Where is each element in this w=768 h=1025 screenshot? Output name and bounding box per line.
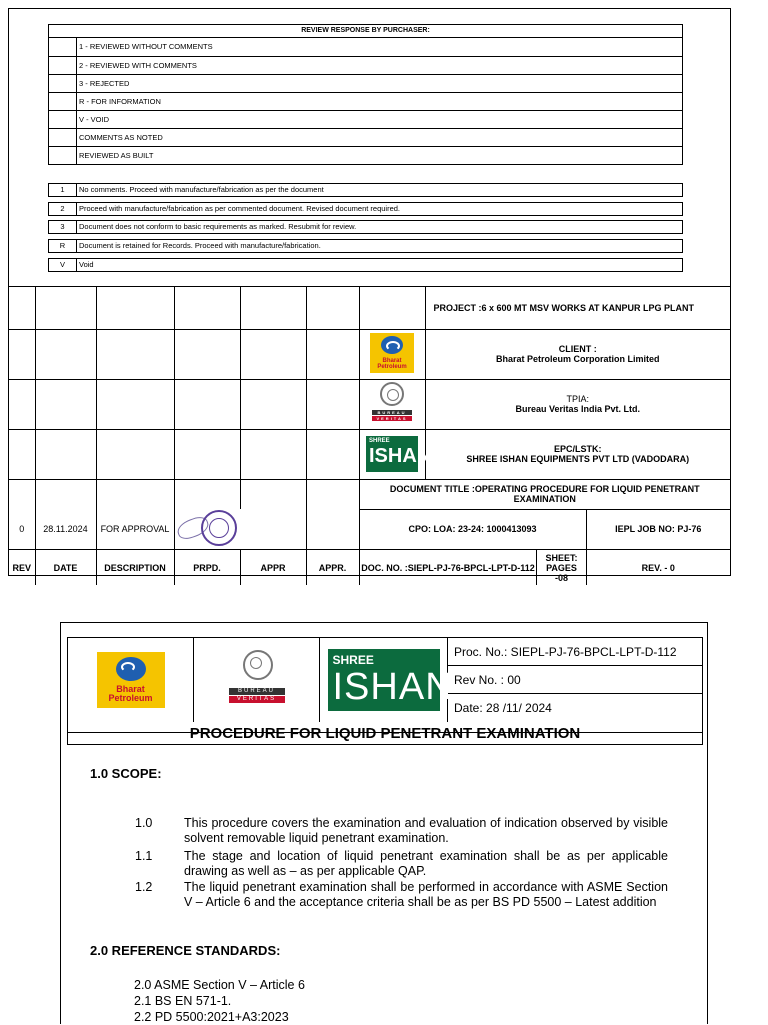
client-info — [425, 329, 730, 379]
bpcl-logo-icon: Bharat Petroleum — [370, 333, 414, 373]
tpia-name: Bureau Veritas India Pvt. Ltd. — [515, 404, 641, 414]
scope-item-number: 1.1 — [135, 849, 153, 863]
review-option: R - FOR INFORMATION — [49, 92, 682, 110]
tpia-info — [425, 379, 730, 429]
bureau-veritas-logo-icon: BUREAU VERITAS — [227, 650, 287, 710]
doc-number: DOC. NO. :SIEPL-PJ-76-BPCL-LPT-D-112 — [360, 550, 538, 585]
review-response-box — [9, 9, 730, 287]
review-option: 1 - REVIEWED WITHOUT COMMENTS — [49, 38, 682, 56]
scope-item-text: The liquid penetrant examination shall be performed in accordance with ASME Section V – Article 6 and the acceptance criteria shall be as per BS PD 5500 – Latest addition — [184, 880, 668, 909]
scope-item-text: The stage and location of liquid penetrant examination shall be as per applicable drawing as well as – as per applicable QAP. — [184, 849, 668, 878]
epc-name: SHREE ISHAN EQUIPMENTS PVT LTD (VADODARA) — [466, 454, 690, 464]
bpcl-logo-icon: Bharat Petroleum — [97, 652, 165, 708]
rev-number: REV. - 0 — [586, 550, 730, 586]
header-rev: REV — [9, 550, 35, 586]
project-name: PROJECT :6 x 600 MT MSV WORKS AT KANPUR LPG PLANT — [425, 287, 730, 329]
approval-stamp-icon — [175, 509, 255, 547]
client-name: Bharat Petroleum Corporation Limited — [495, 354, 660, 364]
bv-logo-cell — [194, 638, 320, 722]
header-prpd: PRPD. — [174, 550, 240, 586]
epc-info — [425, 429, 730, 479]
rev-value: 0 — [9, 509, 35, 550]
epc-label: EPC/LSTK: — [553, 444, 602, 454]
review-response-title: REVIEW RESPONSE BY PURCHASER: — [48, 24, 683, 38]
review-option: 2 - REVIEWED WITH COMMENTS — [49, 56, 682, 74]
procedure-header — [67, 637, 703, 733]
review-code-row: R Document is retained for Records. Proceed with manufacture/fabrication. — [48, 239, 683, 253]
procedure-title: PROCEDURE FOR LIQUID PENETRANT EXAMINATION — [67, 723, 703, 745]
review-option: V - VOID — [49, 110, 682, 128]
procedure-date: Date: 28 /11/ 2024 — [454, 701, 552, 715]
header-appr: APPR — [240, 550, 306, 586]
bureau-veritas-logo-icon: BUREAU VERITAS — [370, 382, 414, 424]
reference-standards-heading: 2.0 REFERENCE STANDARDS: — [90, 943, 281, 958]
description-value: FOR APPROVAL — [96, 509, 174, 550]
reference-standard-item: 2.2 PD 5500:2021+A3:2023 — [134, 1010, 289, 1024]
procedure-info — [448, 638, 702, 722]
shree-ishan-logo-icon: SHREE ISHAN — [366, 436, 418, 472]
approval-stamp-cell — [174, 509, 306, 550]
tpia-logo-cell — [359, 379, 425, 429]
reference-standard-item: 2.0 ASME Section V – Article 6 — [134, 978, 305, 992]
client-logo-cell — [359, 329, 425, 379]
review-option: 3 - REJECTED — [49, 74, 682, 92]
bpcl-logo-cell — [68, 638, 194, 722]
job-number: IEPL JOB NO: PJ-76 — [586, 509, 730, 550]
review-code-row: 1 No comments. Proceed with manufacture/fabrication as per the document — [48, 183, 683, 197]
title-block-table — [9, 287, 730, 585]
procedure-page — [60, 622, 708, 1024]
scope-item-number: 1.0 — [135, 816, 153, 830]
scope-item-text: This procedure covers the examination and evaluation of indication observed by visible solvent removable liquid penetrant examination. — [184, 816, 668, 845]
document-title: DOCUMENT TITLE :OPERATING PROCEDURE FOR LIQUID PENETRANT EXAMINATION — [359, 479, 730, 509]
reference-standard-item: 2.1 BS EN 571-1. — [134, 994, 232, 1008]
cover-sheet — [8, 8, 731, 583]
doc-number-sheet-cell — [359, 550, 586, 586]
date-value: 28.11.2024 — [35, 509, 96, 550]
review-option: COMMENTS AS NOTED — [49, 128, 682, 146]
epc-logo-cell — [359, 429, 432, 479]
review-code-row: 2 Proceed with manufacture/fabrication as per commented document. Revised document required. — [48, 202, 683, 216]
review-option: REVIEWED AS BUILT — [49, 146, 682, 164]
cpo-number: CPO: LOA: 23-24: 1000413093 — [359, 509, 586, 550]
shree-ishan-logo-cell — [320, 638, 454, 722]
review-code-row: V Void — [48, 258, 683, 272]
procedure-rev-number: Rev No. : 00 — [448, 666, 702, 694]
tpia-label: TPIA: — [566, 394, 589, 404]
scope-item-number: 1.2 — [135, 880, 153, 894]
procedure-number: Proc. No.: SIEPL-PJ-76-BPCL-LPT-D-112 — [448, 638, 702, 666]
header-description: DESCRIPTION — [96, 550, 174, 586]
scope-heading: 1.0 SCOPE: — [90, 766, 162, 781]
review-options-list — [48, 38, 683, 165]
shree-ishan-logo-icon: SHREE ISHAN — [328, 649, 440, 711]
sheet-pages: SHEET: PAGES -08 — [545, 552, 578, 583]
header-date: DATE — [35, 550, 96, 586]
review-codes-list — [48, 183, 683, 276]
client-label: CLIENT : — [558, 344, 597, 354]
review-code-row: 3 Document does not conform to basic requirements as marked. Resubmit for review. — [48, 220, 683, 234]
header-appr-2: APPR. — [306, 550, 359, 586]
